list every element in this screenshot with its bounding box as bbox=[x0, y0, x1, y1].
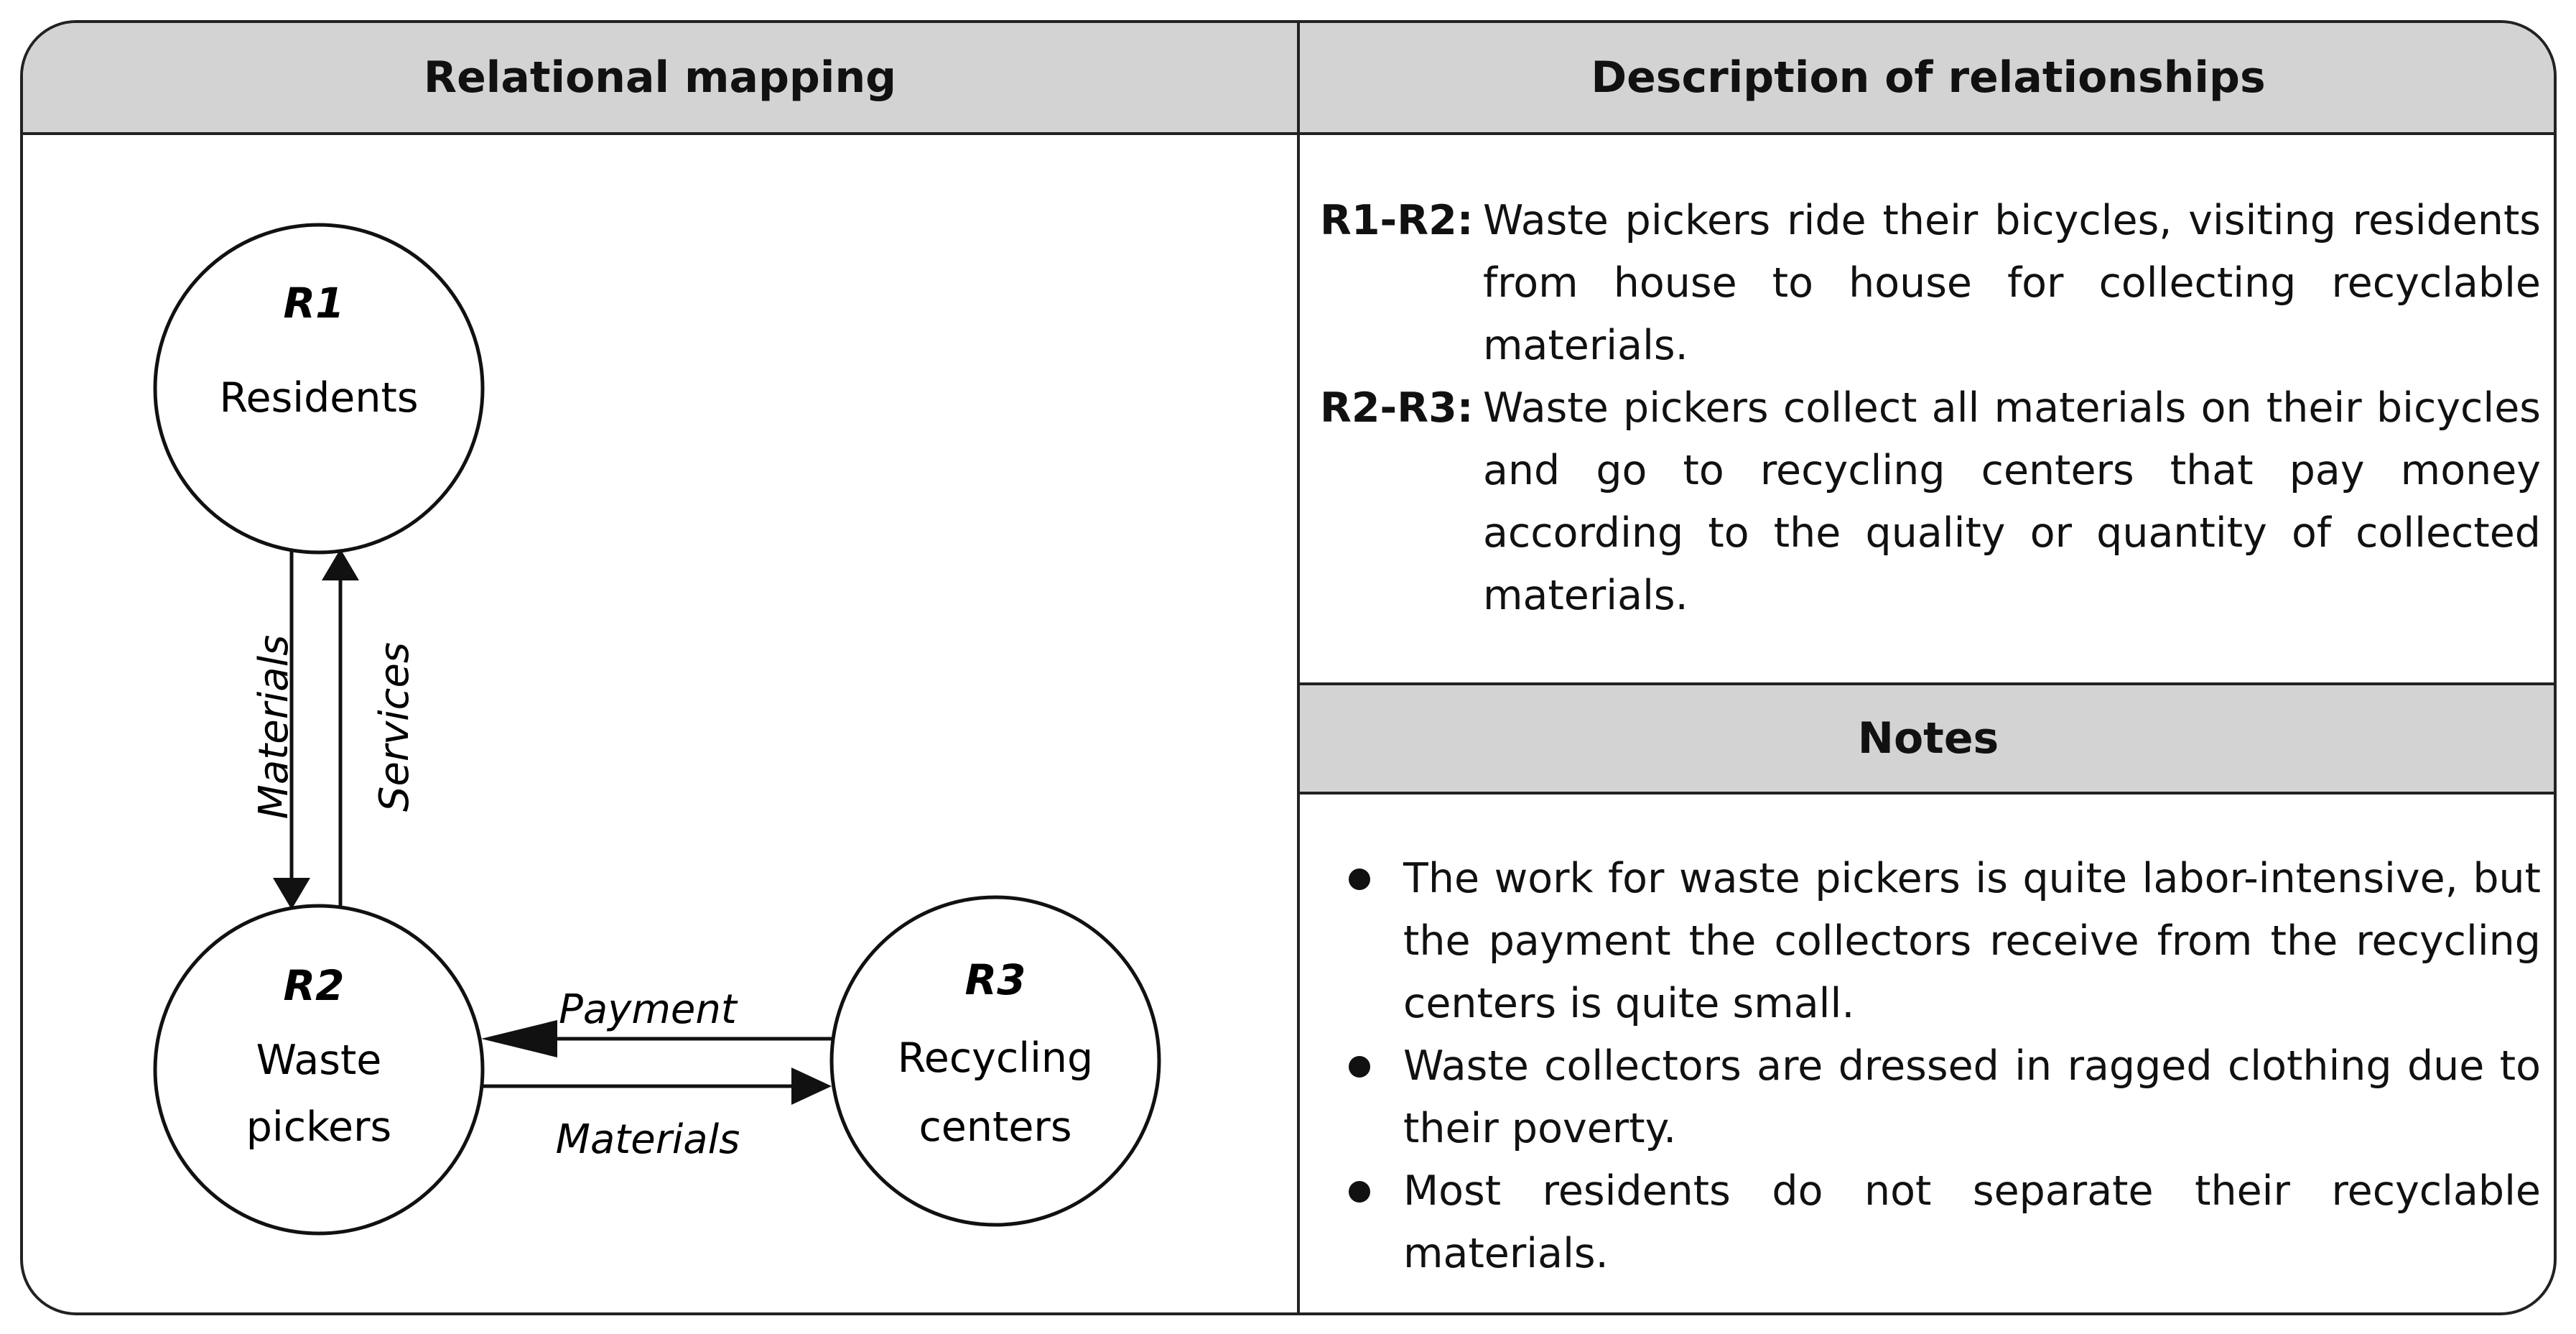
node-r1-code: R1 bbox=[283, 279, 345, 328]
column-divider bbox=[1297, 23, 1300, 1315]
relationship-descriptions bbox=[1320, 190, 2541, 627]
node-r3-code: R3 bbox=[964, 955, 1026, 1004]
node-r3-recycling-centers bbox=[832, 897, 1159, 1225]
note-text: Waste collectors are dressed in ragged clothing due to their poverty. bbox=[1403, 1042, 2541, 1152]
node-r3-line1: Recycling bbox=[897, 1034, 1094, 1082]
arrowhead-r2-to-r3 bbox=[791, 1067, 832, 1105]
description-r2-r3 bbox=[1320, 377, 2541, 627]
note-text: The work for waste pickers is quite labor-intensive, but the payment the collectors receive from the recycling centers is quite small. bbox=[1403, 855, 2541, 1027]
note-item bbox=[1336, 1160, 2541, 1285]
node-r1-residents bbox=[155, 225, 483, 552]
notes-title: Notes bbox=[1857, 713, 1999, 764]
node-r2-code: R2 bbox=[283, 961, 345, 1010]
relational-diagram bbox=[23, 23, 1297, 1315]
node-r3-line2: centers bbox=[919, 1103, 1072, 1151]
node-r2-line1: Waste bbox=[256, 1037, 382, 1084]
diagram-frame bbox=[20, 20, 2557, 1315]
edge-label-r2-r1-services: Services bbox=[371, 641, 418, 812]
edge-label-r3-r2-payment: Payment bbox=[559, 986, 737, 1033]
edge-label-r1-r2-materials: Materials bbox=[251, 634, 297, 820]
arrowhead-r3-to-r2 bbox=[481, 1020, 557, 1057]
edge-label-r2-r3-materials: Materials bbox=[555, 1116, 740, 1163]
description-r2-r3-text: Waste pickers collect all materials on their bicycles and go to recycling centers that pay money according to the quality or quantity of collected materials. bbox=[1483, 384, 2541, 619]
node-r1-label: Residents bbox=[219, 374, 419, 422]
node-r2-waste-pickers bbox=[155, 906, 483, 1233]
description-r1-r2 bbox=[1320, 190, 2541, 377]
note-item bbox=[1336, 1035, 2541, 1160]
bullet-icon bbox=[1349, 869, 1370, 890]
description-header bbox=[1300, 23, 2557, 135]
description-r1-r2-key: R1-R2: bbox=[1320, 197, 1474, 244]
note-item bbox=[1336, 848, 2541, 1035]
node-r2-line2: pickers bbox=[246, 1103, 392, 1151]
description-title: Description of relationships bbox=[1591, 52, 2266, 103]
description-r2-r3-key: R2-R3: bbox=[1320, 384, 1474, 432]
bullet-icon bbox=[1349, 1056, 1370, 1078]
notes-list bbox=[1336, 848, 2541, 1285]
notes-header bbox=[1300, 682, 2557, 795]
description-r1-r2-text: Waste pickers ride their bicycles, visiting residents from house to house for collecting recyclable materials. bbox=[1483, 197, 2541, 369]
bullet-icon bbox=[1349, 1181, 1370, 1203]
relational-mapping-title: Relational mapping bbox=[423, 52, 897, 103]
note-text: Most residents do not separate their recyclable materials. bbox=[1403, 1167, 2541, 1277]
